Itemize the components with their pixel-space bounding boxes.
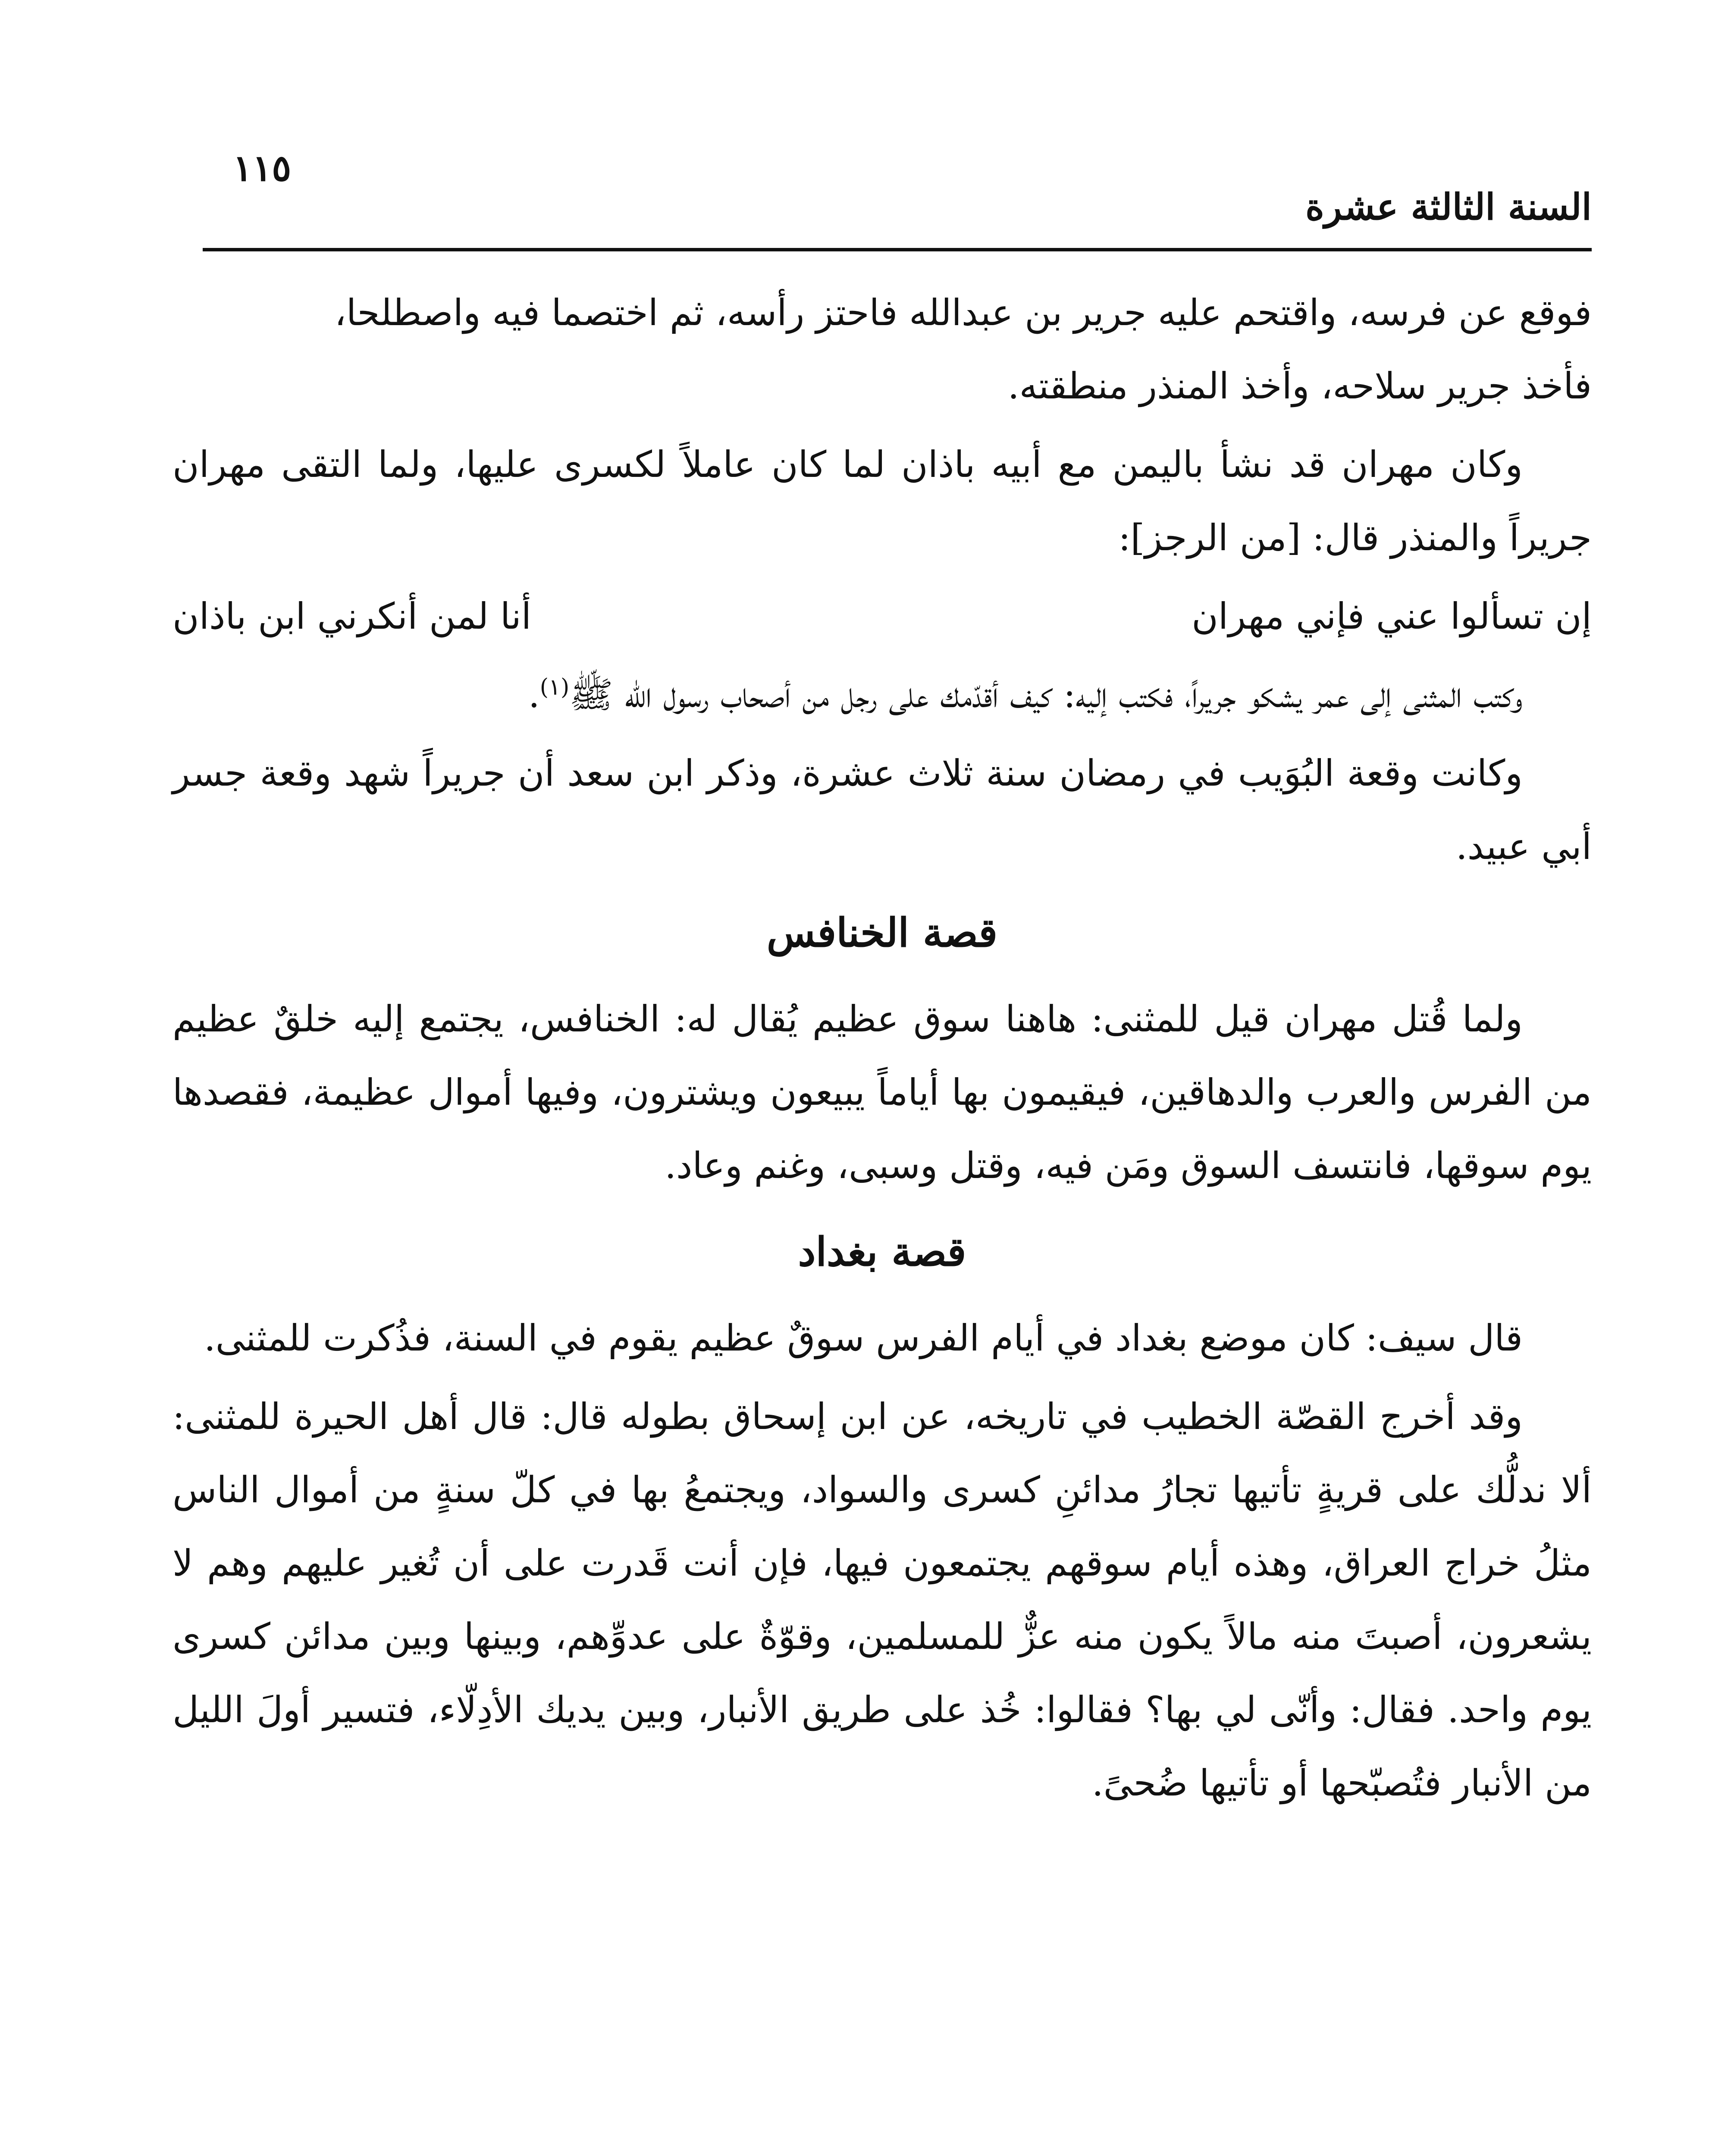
paragraph-3-text: وكتب المثنى إلى عمر يشكو جريراً، فكتب إليه: كيف أقدّمك على رجل من أصحاب رسول الله ﷺ — [569, 674, 1523, 716]
paragraph-2: وكان مهران قد نشأ باليمن مع أبيه باذان لما كان عاملاً لكسرى عليها، ولما التقى مهران جريراً والمنذر قال: [من الرجز]: — [172, 443, 1592, 559]
poetry-verse — [172, 580, 1592, 653]
paragraph-7: وقد أخرج القصّة الخطيب في تاريخه، عن ابن إسحاق بطوله قال: قال أهل الحيرة للمثنى: ألا ندلُّك على قريةٍ تأتيها تجارُ مدائنِ كسرى والسواد، ويجتمعُ بها في كلّ سنةٍ من أموال الناس مثلُ خراج العراق، وهذه أيام سوقهم يجتمعون فيها، فإن أنت قَدرت على أن تُغير عليهم وهم لا يشعرون، أصبتَ منه مالاً يكون منه عزٌّ للمسلمين، وقوّةٌ على عدوِّهم، وبينها وبين مدائن كسرى يوم واحد. فقال: وأنّى لي بها؟ فقالوا: خُذ على طريق الأنبار، وبين يديك الأدِلّاء، فتسير أولَ الليل من الأنبار فتُصبّحها أو تأتيها ضُحىً. — [172, 1395, 1592, 1804]
verse-first-hemistich: إن تسألوا عني فإني مهران — [1192, 595, 1592, 637]
footnote-reference[interactable]: (١) — [539, 674, 570, 700]
paragraph-4: وكانت وقعة البُوَيب في رمضان سنة ثلاث عشرة، وذكر ابن سعد أن جريراً شهد وقعة جسر أبي عبيد. — [172, 752, 1592, 868]
section-heading-khanafis: قصة الخنافس — [766, 909, 998, 956]
header-rule — [203, 248, 1592, 251]
paragraph-1-line-2: فأخذ جرير سلاحه، وأخذ المنذر منطقته. — [1007, 365, 1592, 407]
section-heading-baghdad: قصة بغداد — [798, 1228, 966, 1275]
page-number: ١١٥ — [233, 147, 292, 189]
paragraph-1 — [172, 276, 1592, 423]
paragraph-3-end: . — [528, 674, 540, 716]
paragraph-1-line-1: فوقع عن فرسه، واقتحم عليه جرير بن عبدالله فاحتز رأسه، ثم اختصما فيه واصطلحا، — [334, 291, 1592, 334]
page-body — [172, 276, 1592, 1825]
paragraph-6: قال سيف: كان موضع بغداد في أيام الفرس سوقٌ عظيم يقوم في السنة، فذُكرت للمثنى. — [204, 1317, 1523, 1359]
verse-second-hemistich: أنا لمن أنكرني ابن باذان — [172, 595, 532, 637]
paragraph-5: ولما قُتل مهران قيل للمثنى: هاهنا سوق عظيم يُقال له: الخنافس، يجتمع إليه خلقٌ عظيم من الفرس والعرب والدهاقين، فيقيمون بها أياماً يبيعون ويشترون، وفيها أموال عظيمة، فقصدها يوم سوقها، فانتسف السوق ومَن فيه، وقتل وسبى، وغنم وعاد. — [172, 998, 1592, 1187]
running-title: السنة الثالثة عشرة — [1305, 185, 1592, 228]
paragraph-3 — [172, 658, 1592, 731]
page-header — [203, 147, 1592, 233]
